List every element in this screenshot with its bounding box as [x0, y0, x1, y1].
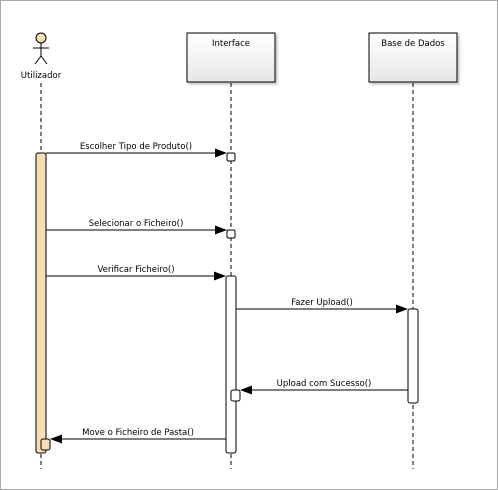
message-selecionar-o-ficheiro[interactable]: [46, 219, 227, 235]
message-fazer-upload[interactable]: [236, 298, 408, 314]
stick-figure-actor-icon: [33, 33, 49, 64]
participant-base-de-dados[interactable]: [369, 33, 457, 82]
message-move-o-ficheiro-de-pasta[interactable]: [50, 428, 226, 444]
activation-interface-2: [227, 230, 235, 238]
message-label: Selecionar o Ficheiro(): [88, 219, 184, 229]
participant-label: Interface: [211, 39, 251, 49]
activation-interface-callback: [231, 390, 240, 401]
message-label: Verificar Ficheiro(): [97, 265, 175, 275]
actor-label: Utilizador: [20, 71, 62, 81]
arrowhead-icon: [215, 149, 227, 158]
activation-utilizador-return: [41, 439, 50, 450]
message-verificar-ficheiro[interactable]: [46, 265, 226, 281]
activation-utilizador: [36, 153, 46, 453]
message-escolher-tipo-de-produto[interactable]: [46, 142, 227, 158]
arrowhead-icon: [396, 305, 408, 314]
message-label: Move o Ficheiro de Pasta(): [82, 428, 194, 438]
participant-label: Base de Dados: [381, 39, 445, 49]
message-label: Fazer Upload(): [291, 298, 353, 308]
message-upload-com-sucesso[interactable]: [240, 379, 408, 395]
arrowhead-icon: [50, 435, 62, 444]
arrowhead-icon: [214, 272, 226, 281]
participant-interface[interactable]: [187, 33, 275, 82]
sequence-diagram: [1, 1, 497, 489]
actor-utilizador[interactable]: [21, 33, 62, 81]
activation-interface-3: [226, 276, 236, 453]
arrowhead-icon: [240, 386, 252, 395]
message-label: Escolher Tipo de Produto(): [79, 142, 193, 152]
activation-interface-1: [227, 153, 235, 161]
arrowhead-icon: [215, 226, 227, 235]
message-label: Upload com Sucesso(): [276, 379, 372, 389]
activation-base-de-dados: [408, 309, 418, 403]
